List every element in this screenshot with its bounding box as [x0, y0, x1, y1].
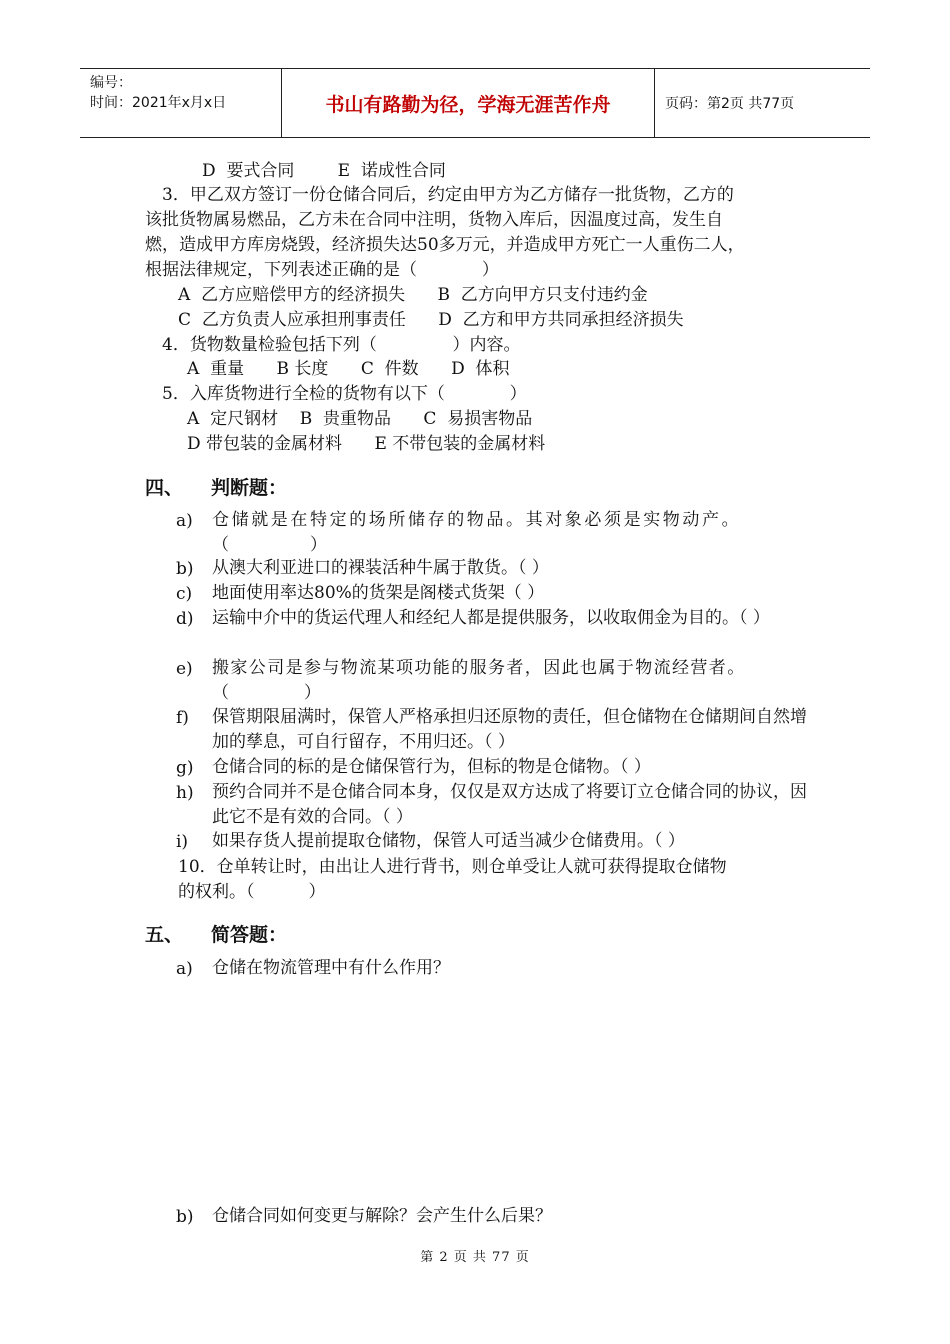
section-number: 四、: [145, 477, 184, 499]
choice-line: D 要式合同 E 诺成性合同: [202, 161, 446, 181]
item-text: 如果存货人提前提取仓储物，保管人可适当减少仓储费用。（ ）: [212, 831, 685, 851]
number-label: 编号：: [90, 75, 132, 91]
choice-line: D 带包装的金属材料 E 不带包装的金属材料: [187, 434, 546, 454]
item-text: 仓储就是在特定的场所储存的物品。其对象必须是实物动产。（ ）: [212, 510, 742, 555]
item-label: c): [176, 584, 193, 604]
choice-line: 5．入库货物进行全检的货物有以下（ ）: [162, 384, 527, 404]
header-page-info: 页码：第2页 共77页: [665, 96, 795, 112]
item-text: 地面使用率达80%的货架是阁楼式货架（ ）: [212, 583, 545, 603]
date-label: 时间：2021年x月x日: [90, 95, 227, 111]
section-title: 简答题：: [211, 924, 288, 946]
item-text: 运输中介中的货运代理人和经纪人都是提供服务，以收取佣金为目的。（ ）: [212, 608, 770, 628]
item-label: e): [176, 659, 193, 679]
item-label: a): [176, 511, 193, 531]
choice-line: A 定尺钢材 B 贵重物品 C 易损害物品: [187, 409, 533, 429]
item-text: 仓储在物流管理中有什么作用？: [212, 958, 450, 978]
choice-line: A 重量 B 长度 C 件数 D 体积: [187, 359, 510, 379]
choice-line: 3．甲乙双方签订一份仓储合同后，约定由甲方为乙方储存一批货物，乙方的: [162, 185, 734, 205]
item-text: 仓储合同的标的是仓储保管行为，但标的物是仓储物。（ ）: [212, 757, 651, 777]
item-text: 仓储合同如何变更与解除？会产生什么后果？: [212, 1206, 552, 1226]
item-text: 10．仓单转让时，由出让人进行背书，则仓单受让人就可获得提取仓储物: [178, 857, 727, 877]
item-text: 搬家公司是参与物流某项功能的服务者，因此也属于物流经营者。（ ）: [212, 658, 746, 703]
choice-line: 燃，造成甲方库房烧毁，经济损失达50多万元，并造成甲方死亡一人重伤二人，: [145, 235, 745, 255]
header-meta: [80, 69, 282, 137]
choice-line: 4．货物数量检验包括下列（ ）内容。: [162, 335, 521, 355]
item-label: i): [176, 832, 189, 852]
header-motto: 书山有路勤为径，学海无涯苦作舟: [282, 69, 655, 137]
item-label: g): [176, 758, 194, 778]
item-label: b): [176, 559, 194, 579]
item-label: f): [176, 708, 189, 728]
choice-line: A 乙方应赔偿甲方的经济损失 B 乙方向甲方只支付违约金: [178, 285, 648, 305]
choice-line: C 乙方负责人应承担刑事责任 D 乙方和甲方共同承担经济损失: [178, 310, 684, 330]
item-text: 的权利。（ ）: [178, 882, 326, 902]
item-text: 保管期限届满时，保管人严格承担归还原物的责任，但仓储物在仓储期间自然增加的孳息，可自行留存，不用归还。（ ）: [212, 707, 807, 752]
choice-line: 根据法律规定，下列表述正确的是（ ）: [145, 260, 499, 280]
section-number: 五、: [145, 924, 184, 946]
item-label: d): [176, 609, 194, 629]
page-header: [80, 68, 870, 138]
item-label: a): [176, 959, 193, 979]
item-label: h): [176, 783, 194, 803]
item-text: 从澳大利亚进口的裸装活种牛属于散货。（ ）: [212, 558, 549, 578]
choice-line: 该批货物属易燃品，乙方未在合同中注明，货物入库后，因温度过高，发生自: [145, 210, 723, 230]
item-label: b): [176, 1207, 194, 1227]
page-footer: 第 2 页 共 77 页: [420, 1250, 530, 1265]
item-text: 预约合同并不是仓储合同本身，仅仅是双方达成了将要订立仓储合同的协议，因此它不是有效的合同。（ ）: [212, 782, 807, 827]
section-title: 判断题：: [211, 477, 288, 499]
